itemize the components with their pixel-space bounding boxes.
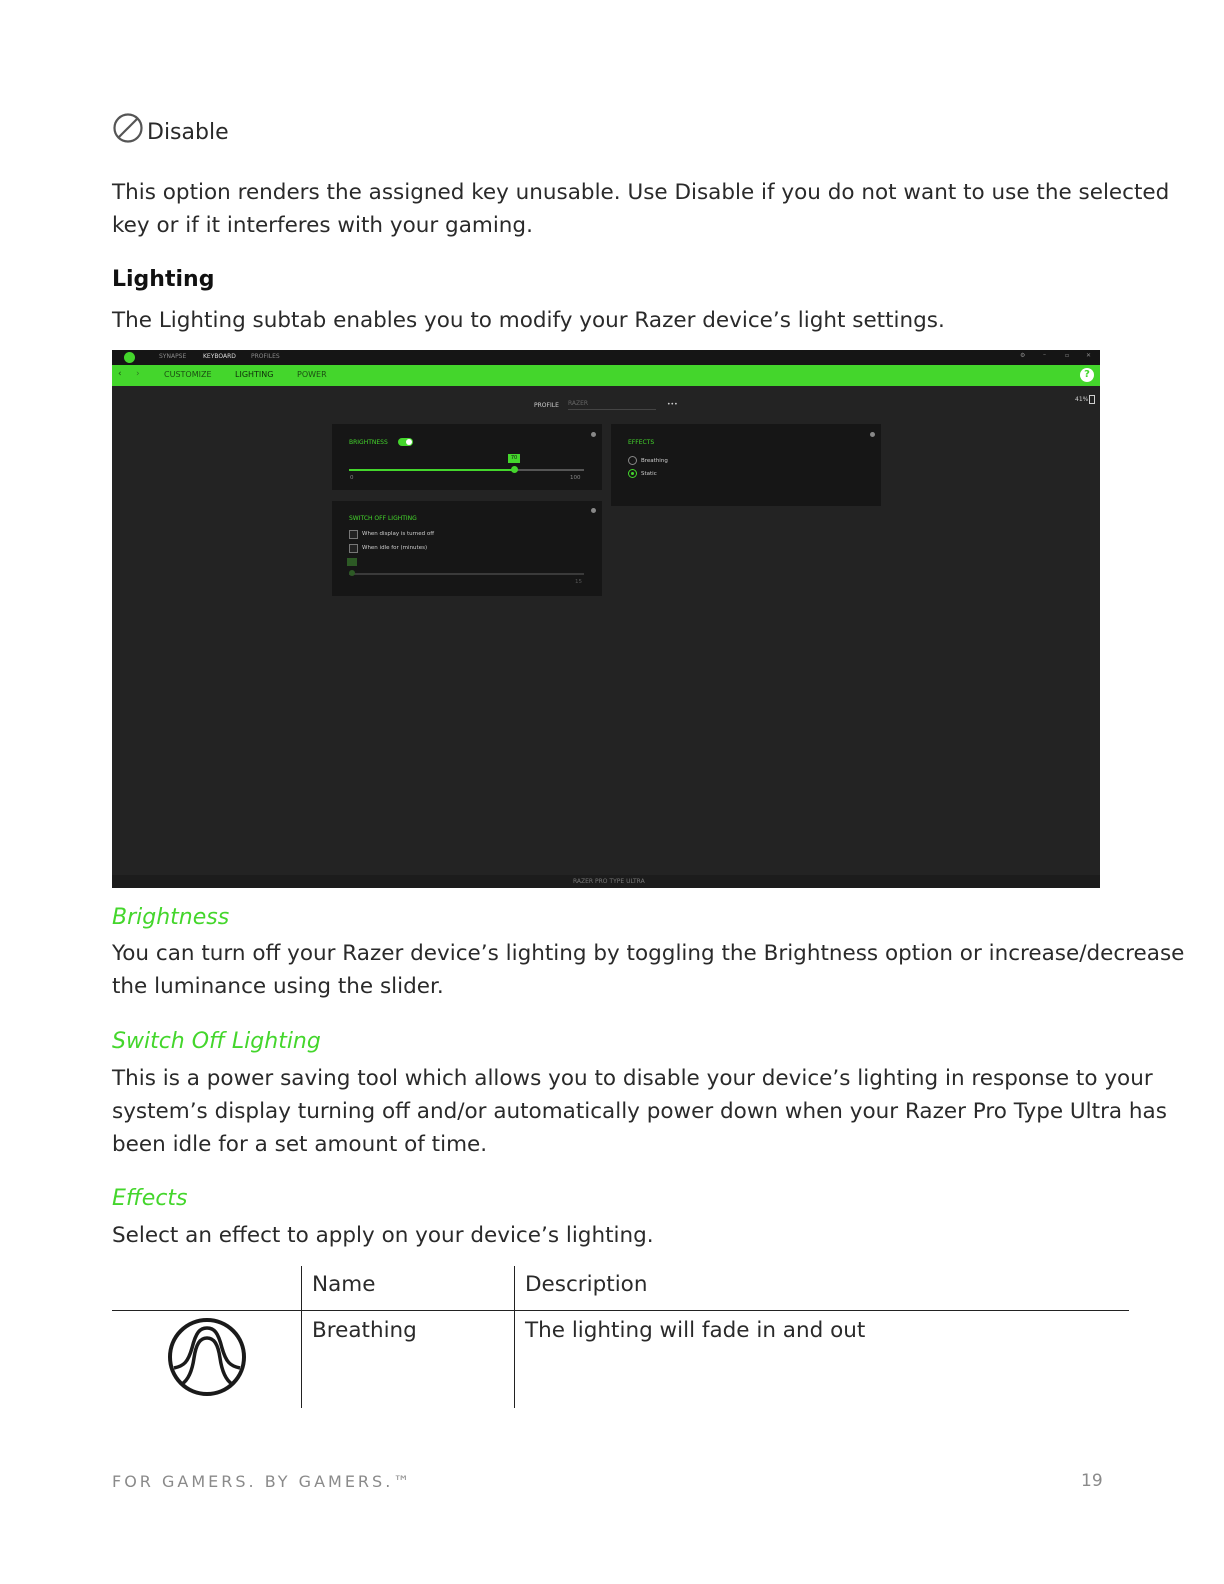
- idle-slider-handle[interactable]: [349, 570, 355, 576]
- brightness-paragraph-line2: the luminance using the slider.: [112, 974, 444, 999]
- tab-power[interactable]: POWER: [297, 370, 327, 379]
- table-divider: [301, 1266, 302, 1408]
- disable-icon: [112, 112, 144, 144]
- switch-off-title: SWITCH OFF LIGHTING: [349, 515, 417, 522]
- idle-value-badge: [347, 558, 357, 566]
- tab-customize[interactable]: CUSTOMIZE: [164, 370, 212, 379]
- brightness-slider-fill: [349, 469, 514, 471]
- footer-tagline: FOR GAMERS. BY GAMERS.™: [112, 1472, 413, 1491]
- lighting-heading: Lighting: [112, 267, 215, 292]
- sub-tab-bar: [112, 365, 1100, 386]
- breathing-effect-icon: [166, 1316, 248, 1398]
- top-tab-synapse[interactable]: SYNAPSE: [159, 353, 187, 360]
- profile-dropdown[interactable]: RAZER: [568, 400, 656, 410]
- switch-off-paragraph-line1: This is a power saving tool which allows you to disable your device’s lighting in response to your: [112, 1066, 1153, 1091]
- forward-arrow-icon[interactable]: ›: [136, 369, 140, 379]
- tab-lighting[interactable]: LIGHTING: [235, 370, 274, 379]
- panel-info-icon[interactable]: [870, 432, 875, 437]
- effects-paragraph: Select an effect to apply on your device’s lighting.: [112, 1223, 654, 1248]
- switch-off-heading: Switch Off Lighting: [112, 1029, 321, 1054]
- breathing-radio[interactable]: [628, 456, 637, 465]
- switch-off-paragraph-line3: been idle for a set amount of time.: [112, 1132, 488, 1157]
- table-header-description: Description: [525, 1272, 648, 1297]
- static-radio[interactable]: [628, 469, 637, 478]
- brightness-panel: [332, 424, 602, 490]
- battery-icon: [1089, 395, 1095, 404]
- back-arrow-icon[interactable]: ‹: [118, 369, 122, 379]
- brightness-title: BRIGHTNESS: [349, 439, 388, 446]
- switch-off-lighting-panel: [332, 501, 602, 596]
- settings-icon[interactable]: ⚙: [1020, 352, 1026, 359]
- disable-paragraph-line1: This option renders the assigned key unusable. Use Disable if you do not want to use the selected: [112, 180, 1170, 205]
- profile-more-button[interactable]: •••: [667, 401, 678, 408]
- display-off-checkbox[interactable]: [349, 530, 358, 539]
- panel-info-icon[interactable]: [591, 432, 596, 437]
- battery-level: 41%: [1075, 396, 1089, 403]
- idle-slider-track[interactable]: [349, 573, 584, 575]
- effect-description: The lighting will fade in and out: [525, 1318, 866, 1343]
- top-tab-profiles[interactable]: PROFILES: [251, 353, 280, 360]
- effects-heading: Effects: [112, 1186, 188, 1211]
- razer-logo-icon: [124, 352, 135, 363]
- brightness-max-label: 100: [570, 475, 581, 481]
- table-divider: [112, 1310, 1129, 1311]
- minimize-icon[interactable]: –: [1043, 351, 1046, 358]
- display-off-label: When display is turned off: [362, 531, 435, 537]
- effect-name: Breathing: [312, 1318, 417, 1343]
- brightness-value-badge: 70: [508, 454, 520, 463]
- effects-title: EFFECTS: [628, 439, 655, 446]
- brightness-paragraph-line1: You can turn off your Razer device’s lighting by toggling the Brightness option or increase/decrease: [112, 941, 1185, 966]
- panel-info-icon[interactable]: [591, 508, 596, 513]
- lighting-intro: The Lighting subtab enables you to modify your Razer device’s light settings.: [112, 308, 945, 333]
- help-icon[interactable]: ?: [1080, 368, 1094, 382]
- close-icon[interactable]: ✕: [1086, 352, 1092, 359]
- table-divider: [514, 1266, 515, 1408]
- breathing-label: Breathing: [641, 458, 668, 464]
- brightness-min-label: 0: [350, 475, 354, 481]
- effects-panel: [611, 424, 881, 506]
- table-header-name: Name: [312, 1272, 376, 1297]
- top-tab-keyboard[interactable]: KEYBOARD: [203, 353, 236, 360]
- device-name: RAZER PRO TYPE ULTRA: [573, 878, 645, 885]
- idle-label: When idle for (minutes): [362, 545, 428, 551]
- page-number: 19: [1081, 1471, 1103, 1491]
- brightness-toggle[interactable]: [398, 438, 413, 446]
- disable-heading: Disable: [147, 120, 229, 145]
- maximize-icon[interactable]: ▫: [1065, 352, 1070, 359]
- idle-max-label: 15: [575, 579, 582, 585]
- device-bar: [112, 875, 1100, 888]
- title-bar: [112, 350, 1100, 365]
- profile-label: PROFILE: [534, 402, 559, 409]
- brightness-heading: Brightness: [112, 905, 230, 930]
- idle-checkbox[interactable]: [349, 544, 358, 553]
- brightness-slider-handle[interactable]: [511, 466, 518, 473]
- disable-paragraph-line2: key or if it interferes with your gaming.: [112, 213, 533, 238]
- synapse-lighting-screenshot: [112, 350, 1100, 888]
- switch-off-paragraph-line2: system’s display turning off and/or automatically power down when your Razer Pro Type Ultra has: [112, 1099, 1167, 1124]
- static-label: Static: [641, 471, 657, 477]
